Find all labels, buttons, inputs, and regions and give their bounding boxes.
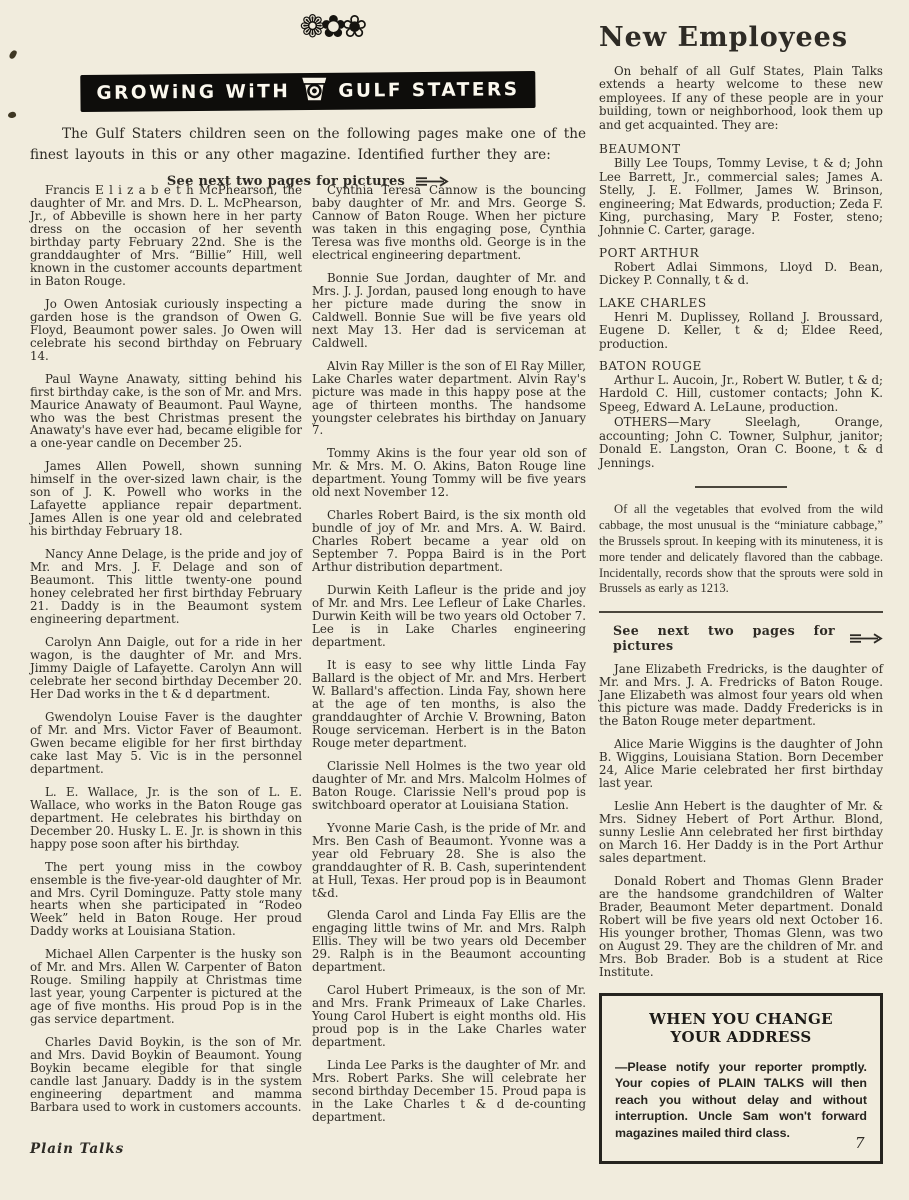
city-section-port-arthur <box>599 246 883 288</box>
filler-paragraph: Of all the vegetables that evolved from the wild cabbage, the most unusual is the “miniature cabbage,” the Brussels sprout. In keeping with its minuteness, it is more tender and delicately flavored than the cabbage. Incidentally, records show that the sprouts were sold in Brussels as early as 1213. <box>599 502 883 596</box>
story-paragraph: Yvonne Marie Cash, is the pride of Mr. and Mrs. Ben Cash of Beaumont. Yvonne was a year old February 28. She is also the granddaughter of R. B. Cash, superintendent at Hull, Texas. Her proud pop is in Beaumont t&d. <box>312 820 586 900</box>
story-paragraph: Michael Allen Carpenter is the husky son of Mr. and Mrs. Allen W. Carpenter of Baton Rouge. Smiling happily at Christmas time last year, young Carpenter is pictured at the age of five months. His proud Pop is in the gas service department. <box>30 947 302 1027</box>
new-employees-title: New Employees <box>599 22 849 53</box>
story-paragraph: Bonnie Sue Jordan, daughter of Mr. and Mrs. J. J. Jordan, paused long enough to have her picture made during the snow in Caldwell. Bonnie Sue will be five years old next May 13. Her dad is serviceman at Caldwell. <box>312 270 586 350</box>
story-paragraph: Charles Robert Baird, is the six month old bundle of joy of Mr. and Mrs. A. W. Baird. Charles Robert became a year old on September 7. Poppa Baird is in the Port Arthur distribution department. <box>312 508 586 575</box>
story-paragraph: Jane Elizabeth Fredricks, is the daughter of Mr. and Mrs. J. A. Fredricks of Baton Rouge. Jane Elizabeth was almost four years old when this picture was made. Daddy Fredericks is in the Baton Rouge meter department. <box>599 662 883 729</box>
see-pictures-note <box>599 623 883 653</box>
logo-text-left: GROWiNG WiTH <box>96 81 291 104</box>
story-paragraph: Durwin Keith Lafleur is the pride and joy of Mr. and Mrs. Lee Lefleur of Lake Charles. Durwin Keith will be two years old October 7. Lee is in Lake Charles engineering department. <box>312 583 586 650</box>
story-paragraph: Linda Lee Parks is the daughter of Mr. and Mrs. Robert Parks. She will celebrate her second birthday December 15. Proud papa is in the Lake Charles t & d de-counting department. <box>312 1058 586 1125</box>
story-paragraph: Jo Owen Antosiak curiously inspecting a garden hose is the grandson of Owen G. Floyd, Beaumont power sales. Jo Owen will celebrate his second birthday on February 14. <box>30 296 302 363</box>
new-employees-intro: On behalf of all Gulf States, Plain Talks extends a hearty welcome to these new employees. If any of these people are in your building, town or neighborhood, look them up and get acquainted. They are: <box>599 64 883 132</box>
full-divider <box>599 611 883 613</box>
city-names: Billy Lee Toups, Tommy Levise, t & d; John Lee Barrett, Jr., commercial sales; James A. Stelly, J. E. Follmer, James W. Brinson, engineering; Mat Edwards, production; Zeda F. King, purchasing, Mary P. Foster, steno; Johnnie C. Carter, garage. <box>599 156 883 238</box>
story-paragraph: Charles David Boykin, is the son of Mr. and Mrs. David Boykin of Beaumont. Young Boykin became elegible for that single candle last January. Daddy is in the system engineering department and mamma Barbara used to work in customers accounts. <box>30 1035 302 1115</box>
city-section-lake-charles <box>599 296 883 351</box>
see-pictures-label: See next two pages for pictures <box>166 174 406 190</box>
story-paragraph: Clarissie Nell Holmes is the two year old daughter of Mr. and Mrs. Malcolm Holmes of Baton Rouge. Clarissie Nell's proud pop is switchboard operator at Louisiana Station. <box>312 758 586 812</box>
children-column-2 <box>312 184 586 1134</box>
scan-speck <box>7 111 16 119</box>
city-heading: LAKE CHARLES <box>599 295 707 310</box>
story-paragraph: Tommy Akins is the four year old son of Mr. & Mrs. M. O. Akins, Baton Rouge line department. Young Tommy will be five years old next November 12. <box>312 446 586 500</box>
story-paragraph: Carolyn Ann Daigle, out for a ride in her wagon, is the daughter of Mr. and Mrs. Jimmy Daigle of Lafayette. Carolyn Ann will celebrate her second birthday December 20. Her Dad works in the t & d department. <box>30 635 302 701</box>
story-paragraph: Paul Wayne Anawaty, sitting behind his first birthday cake, is the son of Mr. and Mrs. Maurice Anawaty of Beaumont. Paul Wayne, who was the best Christmas present the Anawaty's have ever had, became eligible for a one-year candle on December 25. <box>30 371 302 451</box>
story-paragraph: Alvin Ray Miller is the son of El Ray Miller, Lake Charles water department. Alvin Ray's picture was made in this happy pose at the age of thirteen months. The handsome youngster celebrates his birthday on January 7. <box>312 358 586 438</box>
arrow-right-icon <box>849 632 883 645</box>
growing-with-gulf-staters-logo <box>30 9 586 110</box>
story-paragraph: Leslie Ann Hebert is the daughter of Mr. & Mrs. Sidney Hebert of Port Arthur. Blond, sunny Leslie Ann celebrated her first birthday on March 16. Her Daddy is in the Port Arthur sales department. <box>599 798 883 865</box>
city-heading: PORT ARTHUR <box>599 245 700 260</box>
story-paragraph: It is easy to see why little Linda Fay Ballard is the object of Mr. and Mrs. Herbert W. Ballard's affection. Linda Fay, shown here at the age of ten months, is also the granddaughter of Archie V. Browning, Baton Rouge serviceman. Herbert is in the Baton Rouge meter department. <box>312 658 586 750</box>
story-paragraph: The pert young miss in the cowboy ensemble is the five-year-old daughter of Mr. and Mrs. Cyril Dominguze. Patty stole many hearts when she participated in “Rodeo Week” held in Baton Rouge. Her proud Daddy works at Louisiana Station. <box>30 859 302 939</box>
city-names: Henri M. Duplissey, Rolland J. Broussard, Eugene D. Keller, t & d; Eldee Reed, production. <box>599 309 883 351</box>
logo-banner <box>80 71 535 112</box>
story-paragraph: Cynthia Teresa Cannow is the bouncing baby daughter of Mr. and Mrs. George S. Cannow of Baton Rouge. When her picture was taken in this engaging pose, Cynthia Teresa was five months old. George is in the electrical engineering department. <box>312 183 586 262</box>
children-column-1 <box>30 184 302 1124</box>
city-section-beaumont <box>599 142 883 238</box>
footer-publication-name: Plain Talks <box>30 1141 125 1157</box>
new-employees-column <box>599 24 883 1164</box>
city-heading: BATON ROUGE <box>599 359 702 373</box>
city-names: Robert Adlai Simmons, Lloyd D. Bean, Dickey P. Connally, t & d. <box>599 259 883 288</box>
city-names: Arthur L. Aucoin, Jr., Robert W. Butler, t & d; Hardold C. Hill, customer contacts; John K. Speeg, Edward A. LeLaune, production. <box>599 373 883 414</box>
see-pictures-label: See next two pages for pictures <box>613 623 835 654</box>
story-paragraph: James Allen Powell, shown sunning himself in the over-sized lawn chair, is the son of J. K. Powell who works in the Lafayette appliance repair department. James Allen is one year old and celebrated his birthday February 18. <box>30 459 302 539</box>
story-paragraph: Carol Hubert Primeaux, is the son of Mr. and Mrs. Frank Primeaux of Lake Charles. Young Carol Hubert is eight months old. His proud pop is in the Lake Charles water department. <box>312 983 586 1050</box>
flower-pot-icon <box>297 66 331 102</box>
scan-speck <box>9 49 18 60</box>
story-paragraph: Francis E l i z a b e t h McPhearson, the daughter of Mr. and Mrs. D. L. McPhearson, Jr., of Abbeville is shown here in her party dress on the occasion of her seventh birthday party February 22nd. She is the granddaughter of Mrs. “Billie” Hill, well known in the customer accounts department in Baton Rouge. <box>30 183 302 288</box>
city-heading: BEAUMONT <box>599 142 681 157</box>
city-section-baton-rouge <box>599 359 883 470</box>
address-change-notice <box>599 993 883 1164</box>
address-notice-body: —Please notify your reporter promptly. Your copies of PLAIN TALKS will then reach you without delay and without interruption. Uncle Sam won't forward magazines mailed third class. <box>615 1060 867 1140</box>
story-paragraph: L. E. Wallace, Jr. is the son of L. E. Wallace, who works in the Baton Rouge gas department. He celebrates his birthday on December 20. Husky L. E. Jr. is shown in this happy pose soon after his birthday. <box>30 784 302 851</box>
city-names-others: OTHERS—Mary Sleelagh, Orange, accounting; John C. Towner, Sulphur, janitor; Donald E. Langston, Oran C. Boone, t & d Jennings. <box>599 415 883 470</box>
page-number: 7 <box>855 1134 865 1152</box>
short-divider <box>695 486 787 488</box>
masthead <box>30 9 586 190</box>
logo-text-right: GULF STATERS <box>338 79 520 102</box>
story-paragraph: Glenda Carol and Linda Fay Ellis are the engaging little twins of Mr. and Mrs. Ralph Ellis. They will be two years old December 29. Ralph is in the Beaumont accounting department. <box>312 908 586 975</box>
flowers-icon: ❁✿❀ <box>299 9 363 45</box>
story-paragraph: Gwendolyn Louise Faver is the daughter of Mr. and Mrs. Victor Faver of Beaumont. Gwen became eligible for her first birthday cake last May 5. Vic is in the personnel department. <box>30 709 302 776</box>
story-paragraph: Donald Robert and Thomas Glenn Brader are the handsome grandchildren of Walter Brader, Beaumont Meter department. Donald Robert will be five years old next October 16. His younger brother, Thomas Glenn, was two on August 29. They are the children of Mr. and Mrs. Bob Brader. Bob is a student at Rice Institute. <box>599 873 883 979</box>
intro-paragraph: The Gulf Staters children seen on the following pages make one of the finest layouts in this or any other magazine. Identified further they are: <box>30 126 586 164</box>
address-notice-title: WHEN YOU CHANGE YOUR ADDRESS <box>649 1009 833 1047</box>
story-paragraph: Nancy Anne Delage, is the pride and joy of Mr. and Mrs. J. F. Delage and son of Beaumont. This little twenty-one pound honey celebrated her first birthday February 21. Daddy is in the Beaumont system engineering department. <box>30 547 302 627</box>
story-paragraph: Alice Marie Wiggins is the daughter of John B. Wiggins, Louisiana Station. Born December 24, Alice Marie celebrated her first birthday last year. <box>599 737 883 790</box>
